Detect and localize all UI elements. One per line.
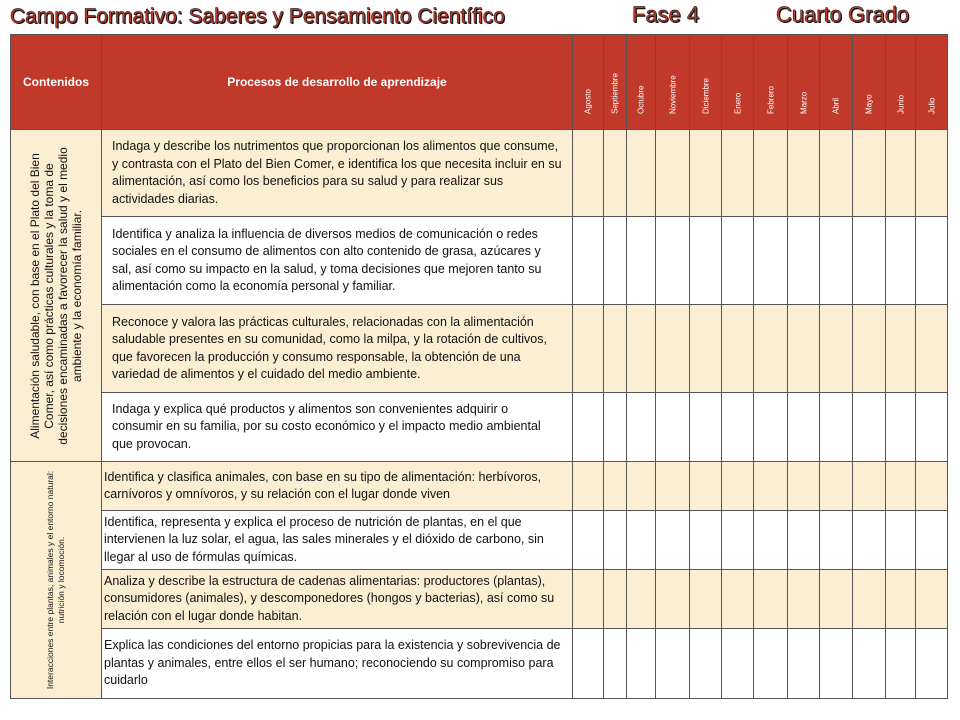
month-cell[interactable] (722, 130, 754, 217)
table-row (11, 570, 948, 629)
month-cell[interactable] (853, 462, 886, 511)
month-cell[interactable] (788, 570, 820, 629)
month-cell[interactable] (604, 570, 627, 629)
header-month: Mayo (853, 35, 886, 130)
month-cell[interactable] (788, 305, 820, 393)
month-cell[interactable] (604, 462, 627, 511)
header-month: Octubre (627, 35, 656, 130)
month-cell[interactable] (853, 217, 886, 305)
month-cell[interactable] (916, 217, 948, 305)
month-cell[interactable] (604, 511, 627, 570)
table-row (11, 217, 948, 305)
month-cell[interactable] (886, 217, 916, 305)
month-cell[interactable] (853, 305, 886, 393)
month-cell[interactable] (886, 629, 916, 699)
contenido-cell (11, 462, 102, 699)
month-cell[interactable] (627, 393, 656, 462)
month-cell[interactable] (886, 511, 916, 570)
month-cell[interactable] (916, 462, 948, 511)
month-cell[interactable] (886, 570, 916, 629)
month-cell[interactable] (853, 629, 886, 699)
month-cell[interactable] (690, 305, 722, 393)
month-cell[interactable] (690, 629, 722, 699)
table-row (11, 462, 948, 511)
month-cell[interactable] (916, 629, 948, 699)
month-cell[interactable] (627, 511, 656, 570)
header-contenidos: Contenidos (11, 35, 102, 130)
month-cell[interactable] (656, 393, 690, 462)
proceso-cell: Explica las condiciones del entorno propicias para la existencia y sobrevivencia de plantas y animales, entre ellos el ser humano; reconociendo su compromiso para cuidarlo (102, 629, 573, 699)
month-cell[interactable] (916, 570, 948, 629)
month-cell[interactable] (788, 462, 820, 511)
month-cell[interactable] (754, 629, 788, 699)
month-cell[interactable] (886, 462, 916, 511)
month-cell[interactable] (627, 305, 656, 393)
month-cell[interactable] (656, 629, 690, 699)
header-month: Febrero (754, 35, 788, 130)
header-month: Agosto (573, 35, 604, 130)
month-cell[interactable] (722, 462, 754, 511)
month-cell[interactable] (627, 629, 656, 699)
month-cell[interactable] (788, 393, 820, 462)
month-cell[interactable] (754, 462, 788, 511)
header-month: Abril (820, 35, 853, 130)
month-cell[interactable] (690, 570, 722, 629)
month-cell[interactable] (573, 629, 604, 699)
month-cell[interactable] (573, 217, 604, 305)
month-cell[interactable] (916, 393, 948, 462)
month-cell[interactable] (604, 217, 627, 305)
month-cell[interactable] (886, 393, 916, 462)
month-cell[interactable] (853, 511, 886, 570)
table-row (11, 629, 948, 699)
month-cell[interactable] (573, 511, 604, 570)
month-cell[interactable] (820, 305, 853, 393)
header-month: Noviembre (656, 35, 690, 130)
month-cell[interactable] (690, 217, 722, 305)
month-cell[interactable] (573, 462, 604, 511)
month-cell[interactable] (604, 393, 627, 462)
month-cell[interactable] (754, 217, 788, 305)
month-cell[interactable] (788, 217, 820, 305)
month-cell[interactable] (853, 570, 886, 629)
header-month: Enero (722, 35, 754, 130)
month-cell[interactable] (604, 130, 627, 217)
header-month: Junio (886, 35, 916, 130)
month-cell[interactable] (788, 511, 820, 570)
month-cell[interactable] (916, 511, 948, 570)
month-cell[interactable] (754, 305, 788, 393)
month-cell[interactable] (656, 462, 690, 511)
table-row (11, 393, 948, 462)
month-cell[interactable] (886, 130, 916, 217)
month-cell[interactable] (690, 462, 722, 511)
month-cell[interactable] (722, 217, 754, 305)
proceso-cell: Reconoce y valora las prácticas culturales, relacionadas con la alimentación saludable presentes en su comunidad, como la milpa, y la rotación de cultivos, que favorecen la producción y consumo responsable, la obtención de una variedad de alimentos y el cuidado del medio ambiente. (102, 305, 573, 393)
month-cell[interactable] (722, 629, 754, 699)
month-cell[interactable] (690, 393, 722, 462)
month-cell[interactable] (656, 511, 690, 570)
month-cell[interactable] (573, 305, 604, 393)
month-cell[interactable] (604, 629, 627, 699)
proceso-cell: Identifica, representa y explica el proceso de nutrición de plantas, en el que intervienen la luz solar, el agua, las sales minerales y el dióxido de carbono, sin llegar al uso de fórmulas químicas. (102, 511, 573, 570)
month-cell[interactable] (573, 130, 604, 217)
month-cell[interactable] (656, 570, 690, 629)
month-cell[interactable] (820, 629, 853, 699)
page-title: Campo Formativo: Saberes y Pensamiento Científico (10, 5, 505, 28)
month-cell[interactable] (656, 305, 690, 393)
proceso-cell: Analiza y describe la estructura de cadenas alimentarias: productores (plantas), consumidores (animales), y descomponedores (hongos y bacterias), así como su relación con el lugar donde habitan. (102, 570, 573, 629)
month-cell[interactable] (788, 629, 820, 699)
month-cell[interactable] (820, 570, 853, 629)
month-cell[interactable] (627, 217, 656, 305)
contenido-text: Alimentación saludable, con base en el Plato del Bien Comer, así como prácticas culturales y la toma de decisiones encaminadas a favorecer la salud y el medio ambiente y la economía familiar. (28, 146, 84, 445)
contenido-cell (11, 130, 102, 462)
header-procesos: Procesos de desarrollo de aprendizaje (102, 35, 573, 130)
month-cell[interactable] (754, 570, 788, 629)
proceso-cell: Identifica y analiza la influencia de diversos medios de comunicación o redes sociales en el consumo de alimentos con alto contenido de grasa, azúcares y sal, así como su impacto en la salud, y toma decisiones que mejoren tanto su alimentación como la economía personal y familiar. (102, 217, 573, 305)
table-header-row (11, 35, 948, 130)
header-month: Marzo (788, 35, 820, 130)
month-cell[interactable] (820, 130, 853, 217)
header-month: Diciembre (690, 35, 722, 130)
month-cell[interactable] (573, 570, 604, 629)
proceso-cell: Indaga y explica qué productos y alimentos son convenientes adquirir o consumir en su familia, por su costo económico y el impacto medio ambiental que provocan. (102, 393, 573, 462)
month-cell[interactable] (627, 130, 656, 217)
month-cell[interactable] (853, 393, 886, 462)
month-cell[interactable] (690, 511, 722, 570)
month-cell[interactable] (820, 217, 853, 305)
phase-label: Fase 4 (632, 2, 700, 27)
month-cell[interactable] (722, 305, 754, 393)
month-cell[interactable] (573, 393, 604, 462)
month-cell[interactable] (656, 217, 690, 305)
planning-table (10, 34, 948, 699)
month-cell[interactable] (690, 130, 722, 217)
month-cell[interactable] (853, 130, 886, 217)
month-cell[interactable] (656, 130, 690, 217)
month-cell[interactable] (754, 393, 788, 462)
month-cell[interactable] (722, 511, 754, 570)
month-cell[interactable] (627, 570, 656, 629)
grade-label: Cuarto Grado (776, 2, 910, 27)
month-cell[interactable] (627, 462, 656, 511)
proceso-cell: Identifica y clasifica animales, con base en su tipo de alimentación: herbívoros, carnívoros y omnívoros, y su relación con el lugar donde viven (102, 462, 573, 511)
month-cell[interactable] (788, 130, 820, 217)
month-cell[interactable] (820, 511, 853, 570)
month-cell[interactable] (820, 462, 853, 511)
header-month: Julio (916, 35, 948, 130)
month-cell[interactable] (722, 570, 754, 629)
month-cell[interactable] (916, 130, 948, 217)
month-cell[interactable] (754, 511, 788, 570)
month-cell[interactable] (820, 393, 853, 462)
table-row (11, 305, 948, 393)
month-cell[interactable] (754, 130, 788, 217)
month-cell[interactable] (886, 305, 916, 393)
month-cell[interactable] (916, 305, 948, 393)
header-month: Septiembre (604, 35, 627, 130)
contenido-text: Interacciones entre plantas, animales y el entorno natural: nutrición y locomoción. (45, 470, 66, 690)
table-row (11, 511, 948, 570)
table-row (11, 130, 948, 217)
proceso-cell: Indaga y describe los nutrimentos que proporcionan los alimentos que consume, y contrasta con el Plato del Bien Comer, e identifica los que necesita incluir en su alimentación, así como los beneficios para su salud y para realizar sus actividades diarias. (102, 130, 573, 217)
month-cell[interactable] (722, 393, 754, 462)
month-cell[interactable] (604, 305, 627, 393)
